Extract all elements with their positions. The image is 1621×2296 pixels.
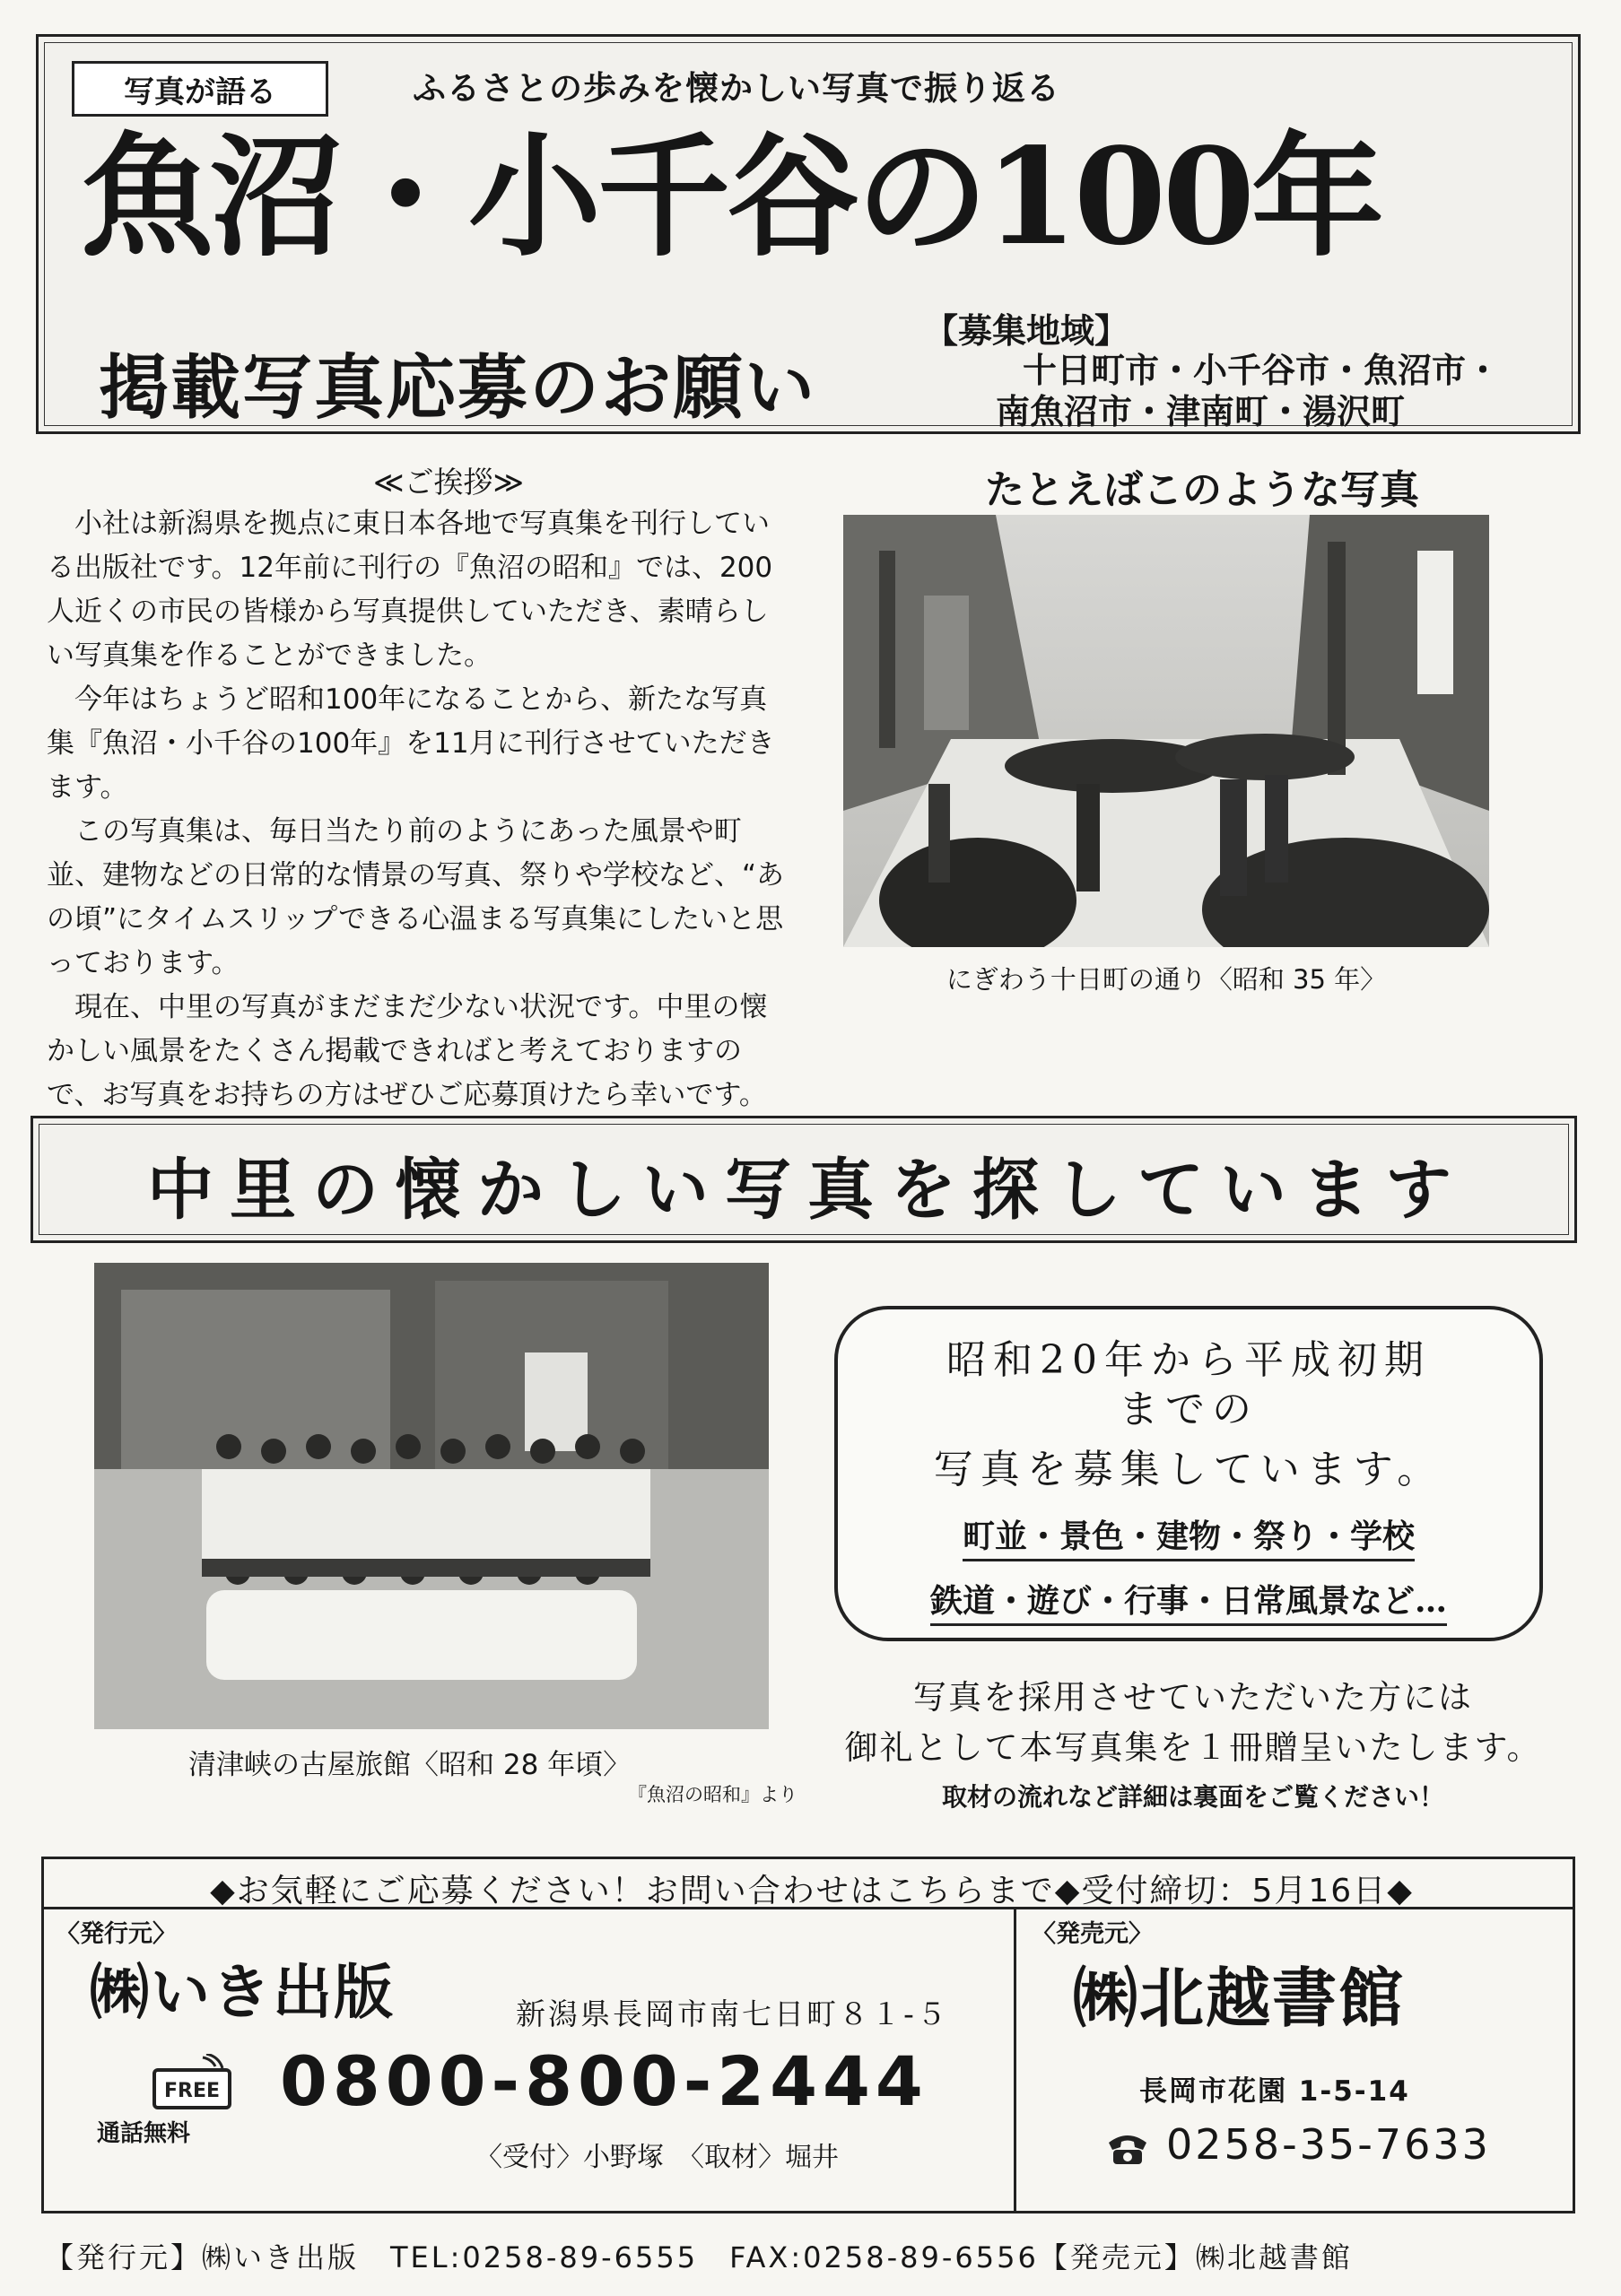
publisher-phone[interactable]: 0800-800-2444 bbox=[280, 2041, 928, 2121]
reward-text: 御礼として本写真集を１冊贈呈いたします。 bbox=[844, 1728, 1542, 1767]
reward-text: 写真を採用させていただいた方には bbox=[913, 1678, 1473, 1717]
group-photo-source: 『魚沼の昭和』より bbox=[628, 1784, 797, 1805]
callout-text: までの bbox=[1119, 1387, 1259, 1432]
distributor-name: ㈱北越書館 bbox=[1073, 1961, 1406, 2036]
distributor-phone[interactable]: 0258-35-7633 bbox=[1166, 2120, 1491, 2169]
phone-icon bbox=[1105, 2128, 1150, 2166]
callout-categories bbox=[834, 1576, 1543, 1626]
distributor-label: 〈発売元〉 bbox=[1032, 1920, 1153, 1948]
free-dial-icon bbox=[151, 2054, 237, 2109]
greeting-paragraph: 現在、中里の写真がまだまだ少ない状況です。中里の懐かしい風景をたくさん掲載できればと考えておりますので、お写真をお持ちの方はぜひご応募頂けたら幸いです。 bbox=[47, 991, 768, 1111]
page-title: 魚沼・小千谷の100年 bbox=[81, 118, 1381, 274]
details-note: 取材の流れなど詳細は裏面をご覧ください！ bbox=[941, 1782, 1444, 1812]
greeting-heading: ≪ご挨拶≫ bbox=[372, 465, 525, 500]
publisher-address: 新潟県長岡市南七日町８１-５ bbox=[516, 1996, 949, 2031]
greeting-paragraph: 今年はちょうど昭和100年になることから、新たな写真集『魚沼・小千谷の100年』を11月に刊行させていただきます。 bbox=[47, 683, 775, 804]
example-caption: にぎわう十日町の通り〈昭和 35 年〉 bbox=[946, 964, 1387, 995]
contact-divider bbox=[1014, 1909, 1016, 2211]
group-photo bbox=[94, 1263, 769, 1729]
callout-text: 昭和20年から平成初期 bbox=[946, 1337, 1431, 1383]
publisher-name: ㈱いき出版 bbox=[90, 1958, 395, 2027]
free-icon-text: FREE bbox=[163, 2080, 221, 2102]
recruitment-area-line: 十日町市・小千谷市・魚沼市・ bbox=[1023, 350, 1501, 390]
contact-bar-text: ◆お気軽にご応募ください！お問い合わせはこちらまで◆受付締切：5月16日◆ bbox=[210, 1873, 1414, 1909]
callout-categories-text: 町並・景色・建物・祭り・学校 bbox=[963, 1511, 1415, 1561]
greeting-body bbox=[47, 502, 791, 1161]
street-scene-photo bbox=[843, 515, 1489, 947]
kicker-badge: 写真が語る bbox=[72, 61, 328, 117]
distributor-address: 長岡市花園 1-5-14 bbox=[1139, 2075, 1410, 2108]
callout-categories bbox=[834, 1511, 1543, 1561]
publisher-label: 〈発行元〉 bbox=[56, 1920, 177, 1948]
page-subtitle: 掲載写真応募のお願い bbox=[99, 347, 817, 429]
footer-text: 【発行元】㈱いき出版 TEL:0258-89-6555 FAX:0258-89-6556【発売元】㈱北越書館 bbox=[45, 2240, 1353, 2274]
group-photo-caption: 清津峡の古屋旅館〈昭和 28 年頃〉 bbox=[188, 1749, 632, 1781]
callout-categories-text: 鉄道・遊び・行事・日常風景など… bbox=[930, 1576, 1447, 1626]
greeting-paragraph: この写真集は、毎日当たり前のようにあった風景や町並、建物などの日常的な情景の写真、祭りや学校など、“あの頃”にタイムスリップできる心温まる写真集にしたいと思っております。 bbox=[47, 815, 785, 979]
free-call-label: 通話無料 bbox=[97, 2120, 191, 2147]
greeting-paragraph: 小社は新潟県を拠点に東日本各地で写真集を刊行している出版社です。12年前に刊行の『魚沼の昭和』では、200人近くの市民の皆様から写真提供していただき、素晴らしい写真集を作ることができました。 bbox=[47, 508, 773, 672]
publisher-contacts: 〈受付〉小野塚 〈取材〉堀井 bbox=[475, 2142, 839, 2173]
lead-text: ふるさとの歩みを懐かしい写真で振り返る bbox=[413, 69, 1060, 108]
callout-text: 写真を募集しています。 bbox=[933, 1447, 1444, 1492]
wanted-banner-text: 中里の懐かしい写真を探しています bbox=[147, 1152, 1468, 1229]
example-heading: たとえばこのような写真 bbox=[985, 467, 1419, 513]
recruitment-area-line: 南魚沼市・津南町・湯沢町 bbox=[996, 391, 1406, 431]
recruitment-area-label: 【募集地域】 bbox=[924, 310, 1129, 351]
